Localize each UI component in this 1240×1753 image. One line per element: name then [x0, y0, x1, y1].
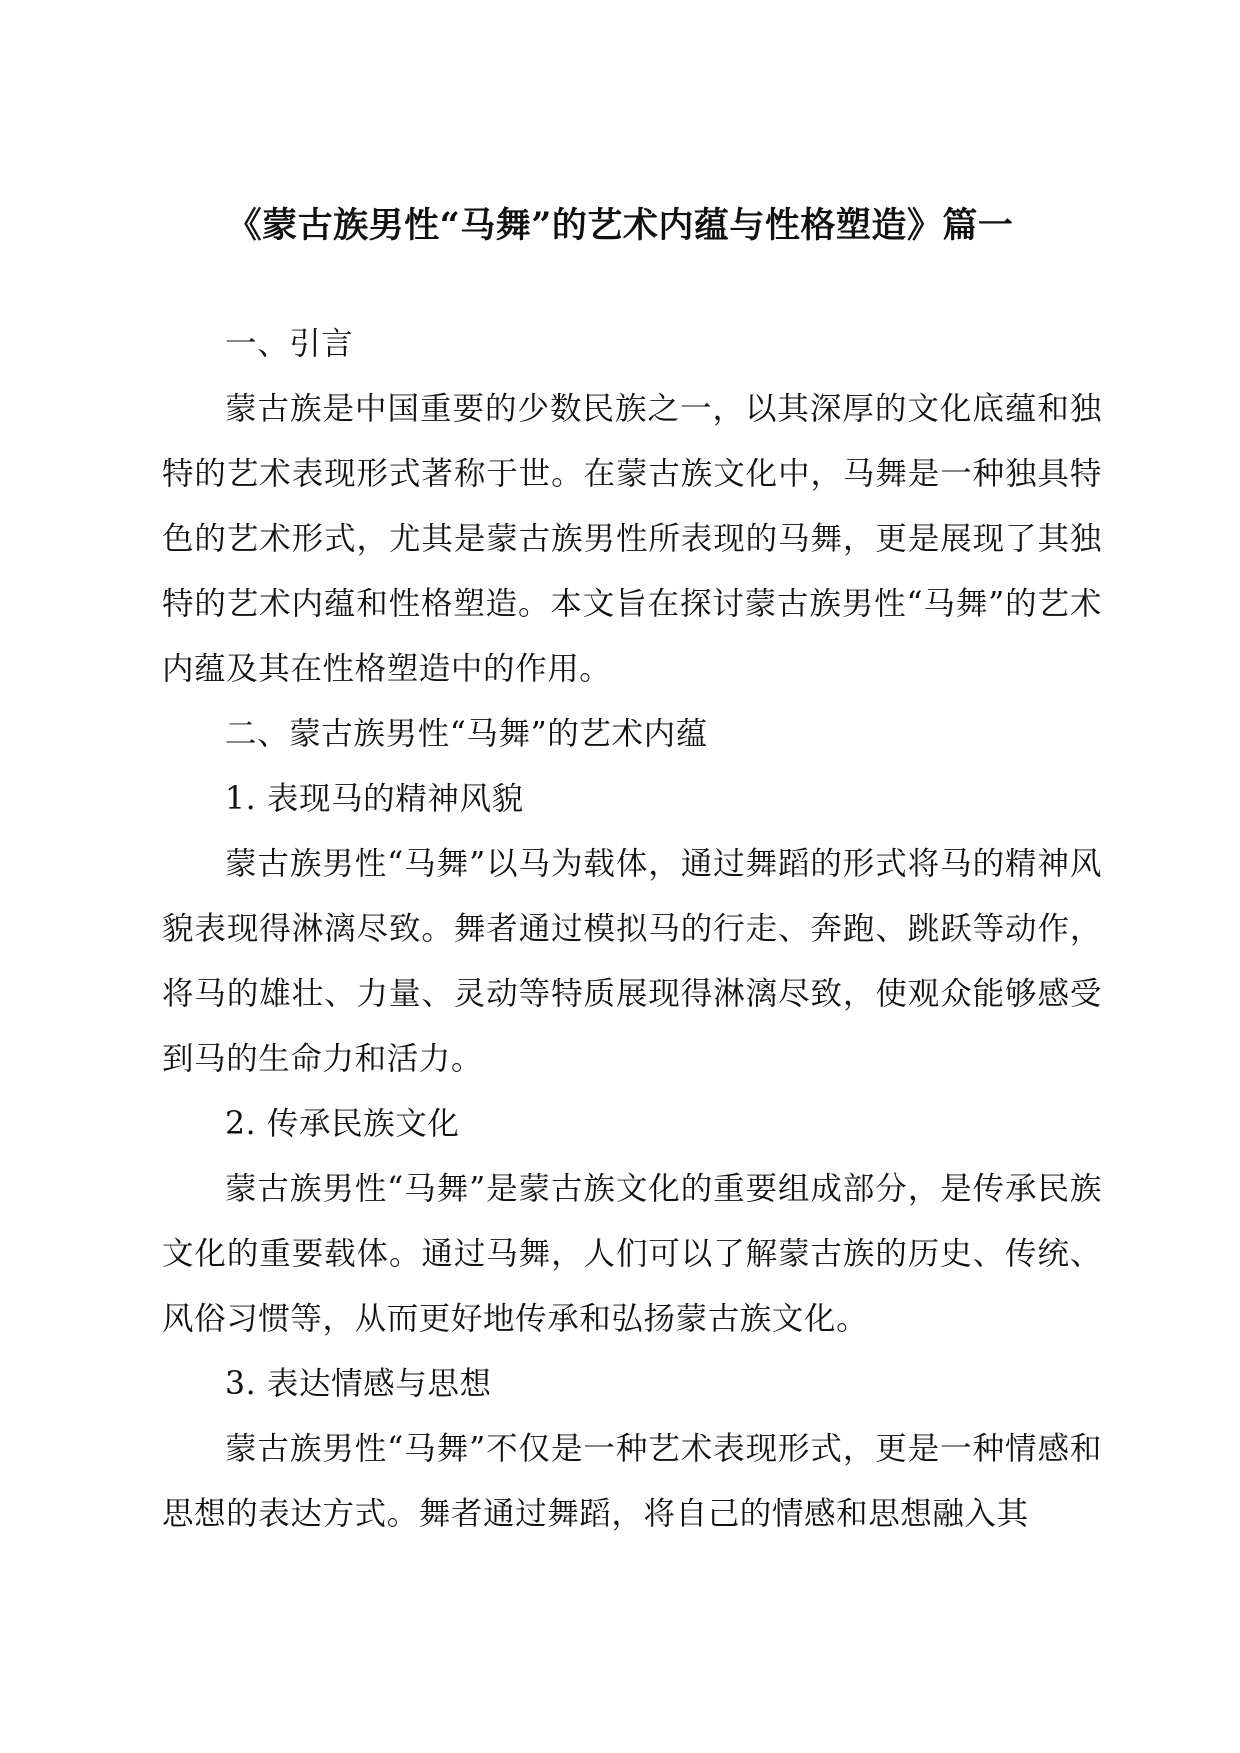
subheading-horse-spirit: 1. 表现马的精神风貌 — [225, 781, 524, 817]
paragraph-introduction: 蒙古族是中国重要的少数民族之一，以其深厚的文化底蕴和独特的艺术表现形式著称于世。在蒙古族文化中，马舞是一种独具特色的艺术形式，尤其是蒙古族男性所表现的马舞，更是展现了其独特的艺术内蕴和性格塑造。本文旨在探讨蒙古族男性“马舞”的艺术内蕴及其在性格塑造中的作用。 — [162, 391, 1102, 687]
document-body — [162, 312, 1102, 1547]
subheading-express-emotion: 3. 表达情感与思想 — [225, 1366, 492, 1402]
section-heading-introduction: 一、引言 — [225, 326, 354, 362]
section-heading-artistic-connotation: 二、蒙古族男性“马舞”的艺术内蕴 — [225, 716, 708, 752]
subheading-inherit-culture: 2. 传承民族文化 — [225, 1106, 460, 1142]
document-title: 《蒙古族男性“马舞”的艺术内蕴与性格塑造》篇一 — [226, 205, 1014, 246]
paragraph-inherit-culture: 蒙古族男性“马舞”是蒙古族文化的重要组成部分，是传承民族文化的重要载体。通过马舞，人们可以了解蒙古族的历史、传统、风俗习惯等，从而更好地传承和弘扬蒙古族文化。 — [162, 1171, 1102, 1337]
paragraph-express-emotion: 蒙古族男性“马舞”不仅是一种艺术表现形式，更是一种情感和思想的表达方式。舞者通过舞蹈，将自己的情感和思想融入其 — [162, 1431, 1102, 1532]
paragraph-horse-spirit: 蒙古族男性“马舞”以马为载体，通过舞蹈的形式将马的精神风貌表现得淋漓尽致。舞者通过模拟马的行走、奔跑、跳跃等动作，将马的雄壮、力量、灵动等特质展现得淋漓尽致，使观众能够感受到马的生命力和活力。 — [162, 846, 1102, 1077]
